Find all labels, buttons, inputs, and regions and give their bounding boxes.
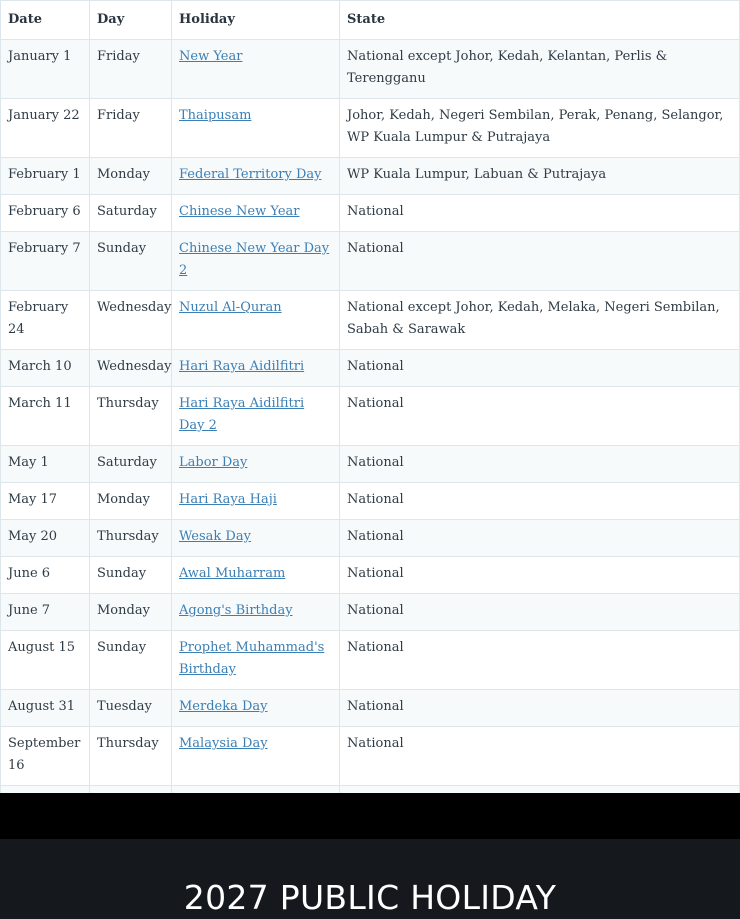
day-cell: Monday bbox=[90, 158, 172, 195]
day-cell: Wednesday bbox=[90, 291, 172, 350]
day-cell: Thursday bbox=[90, 387, 172, 446]
table-row bbox=[1, 446, 740, 483]
state-cell: National bbox=[340, 483, 740, 520]
state-cell: WP Kuala Lumpur, Labuan & Putrajaya bbox=[340, 158, 740, 195]
column-header-holiday: Holiday bbox=[172, 1, 340, 40]
holiday-cell bbox=[172, 158, 340, 195]
holiday-link[interactable]: Nuzul Al-Quran bbox=[179, 300, 282, 315]
holiday-link[interactable]: Thaipusam bbox=[179, 108, 252, 123]
date-cell: February 1 bbox=[1, 158, 90, 195]
holiday-link[interactable]: Prophet Muhammad's Birthday bbox=[179, 640, 325, 677]
state-cell: National bbox=[340, 350, 740, 387]
holiday-link[interactable]: Agong's Birthday bbox=[179, 603, 293, 618]
table-row bbox=[1, 483, 740, 520]
table-row bbox=[1, 99, 740, 158]
holiday-cell bbox=[172, 690, 340, 727]
table-row bbox=[1, 727, 740, 786]
holiday-link[interactable]: Chinese New Year Day 2 bbox=[179, 241, 330, 278]
date-cell: February 6 bbox=[1, 195, 90, 232]
date-cell: February 24 bbox=[1, 291, 90, 350]
holiday-link[interactable]: New Year bbox=[179, 49, 243, 64]
column-header-day: Day bbox=[90, 1, 172, 40]
day-cell: Tuesday bbox=[90, 690, 172, 727]
date-cell: June 6 bbox=[1, 557, 90, 594]
state-cell: National except Johor, Kedah, Kelantan, Perlis & Terengganu bbox=[340, 40, 740, 99]
holiday-cell bbox=[172, 520, 340, 557]
holiday-link[interactable]: Hari Raya Aidilfitri bbox=[179, 359, 305, 374]
state-cell: National bbox=[340, 690, 740, 727]
day-cell: Thursday bbox=[90, 727, 172, 786]
table-row bbox=[1, 690, 740, 727]
date-cell: March 11 bbox=[1, 387, 90, 446]
table-row bbox=[1, 232, 740, 291]
holiday-link[interactable]: Merdeka Day bbox=[179, 699, 268, 714]
holiday-cell bbox=[172, 99, 340, 158]
day-cell: Sunday bbox=[90, 232, 172, 291]
state-cell: Johor, Kedah, Negeri Sembilan, Perak, Penang, Selangor, WP Kuala Lumpur & Putrajaya bbox=[340, 99, 740, 158]
holiday-link[interactable]: Wesak Day bbox=[179, 529, 251, 544]
day-cell: Friday bbox=[90, 99, 172, 158]
holiday-cell bbox=[172, 291, 340, 350]
table-row bbox=[1, 350, 740, 387]
day-cell: Friday bbox=[90, 40, 172, 99]
holiday-cell bbox=[172, 40, 340, 99]
holiday-link[interactable]: Chinese New Year bbox=[179, 204, 300, 219]
state-cell: National bbox=[340, 232, 740, 291]
day-cell: Sunday bbox=[90, 631, 172, 690]
holiday-link[interactable]: Hari Raya Haji bbox=[179, 492, 277, 507]
day-cell: Saturday bbox=[90, 195, 172, 232]
day-cell: Monday bbox=[90, 483, 172, 520]
date-cell: May 17 bbox=[1, 483, 90, 520]
day-cell: Thursday bbox=[90, 520, 172, 557]
holiday-cell bbox=[172, 631, 340, 690]
column-header-date: Date bbox=[1, 1, 90, 40]
state-cell: National bbox=[340, 631, 740, 690]
holiday-link[interactable]: Labor Day bbox=[179, 455, 248, 470]
table-row bbox=[1, 520, 740, 557]
state-cell: National bbox=[340, 557, 740, 594]
table-row bbox=[1, 387, 740, 446]
state-cell: National bbox=[340, 446, 740, 483]
table-row bbox=[1, 557, 740, 594]
date-cell: June 7 bbox=[1, 594, 90, 631]
holiday-cell bbox=[172, 483, 340, 520]
day-cell: Sunday bbox=[90, 557, 172, 594]
day-cell: Wednesday bbox=[90, 350, 172, 387]
banner-title: 2027 PUBLIC HOLIDAY bbox=[183, 878, 557, 917]
holiday-cell bbox=[172, 232, 340, 291]
holiday-link[interactable]: Malaysia Day bbox=[179, 736, 268, 751]
date-cell: March 10 bbox=[1, 350, 90, 387]
holiday-cell bbox=[172, 727, 340, 786]
holiday-link[interactable]: Awal Muharram bbox=[179, 566, 286, 581]
date-cell: May 1 bbox=[1, 446, 90, 483]
table-header-row bbox=[1, 1, 740, 40]
state-cell: National except Johor, Kedah, Melaka, Negeri Sembilan, Sabah & Sarawak bbox=[340, 291, 740, 350]
day-cell: Monday bbox=[90, 594, 172, 631]
table-row bbox=[1, 195, 740, 232]
state-cell: National bbox=[340, 520, 740, 557]
holiday-link[interactable]: Hari Raya Aidilfitri Day 2 bbox=[179, 396, 305, 433]
state-cell: National bbox=[340, 195, 740, 232]
date-cell: September 16 bbox=[1, 727, 90, 786]
state-cell: National bbox=[340, 387, 740, 446]
date-cell: August 15 bbox=[1, 631, 90, 690]
table-row bbox=[1, 631, 740, 690]
holiday-cell bbox=[172, 446, 340, 483]
table-row bbox=[1, 158, 740, 195]
holiday-cell bbox=[172, 594, 340, 631]
column-header-state: State bbox=[340, 1, 740, 40]
date-cell: January 22 bbox=[1, 99, 90, 158]
holiday-cell bbox=[172, 195, 340, 232]
holiday-cell bbox=[172, 350, 340, 387]
state-cell: National bbox=[340, 594, 740, 631]
state-cell: National bbox=[340, 727, 740, 786]
holiday-link[interactable]: Federal Territory Day bbox=[179, 167, 322, 182]
table-row bbox=[1, 40, 740, 99]
holiday-cell bbox=[172, 557, 340, 594]
date-cell: August 31 bbox=[1, 690, 90, 727]
date-cell: February 7 bbox=[1, 232, 90, 291]
black-divider-band bbox=[0, 793, 740, 839]
date-cell: January 1 bbox=[1, 40, 90, 99]
table-row bbox=[1, 594, 740, 631]
day-cell: Saturday bbox=[90, 446, 172, 483]
date-cell: May 20 bbox=[1, 520, 90, 557]
table-row bbox=[1, 291, 740, 350]
holiday-cell bbox=[172, 387, 340, 446]
